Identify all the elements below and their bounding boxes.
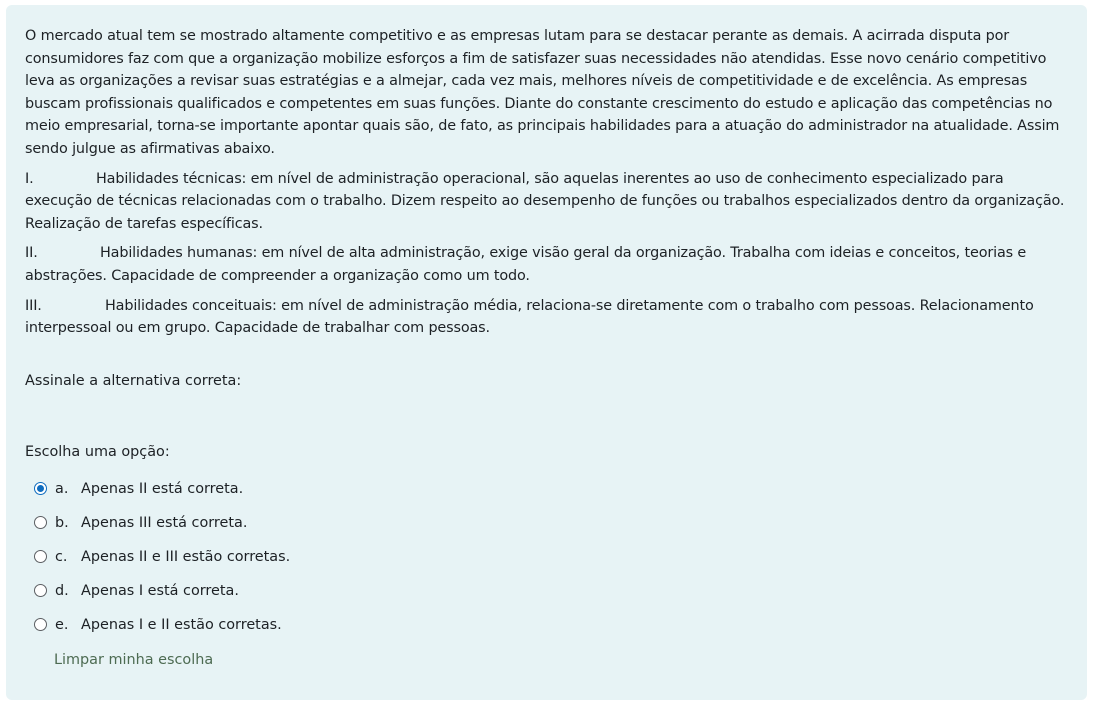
answer-option-c[interactable] bbox=[25, 540, 1069, 574]
answer-letter: a. bbox=[55, 480, 69, 497]
answer-option-b[interactable] bbox=[25, 506, 1069, 540]
answer-letter: b. bbox=[55, 514, 69, 531]
radio-button[interactable] bbox=[34, 584, 47, 597]
statement-item bbox=[25, 295, 1069, 340]
choose-option-label: Escolha uma opção: bbox=[25, 443, 170, 460]
answer-letter: c. bbox=[55, 548, 68, 565]
statement-item bbox=[25, 168, 1069, 236]
radio-button[interactable] bbox=[34, 482, 47, 495]
answer-letter: e. bbox=[55, 616, 69, 633]
answer-text: Apenas II está correta. bbox=[81, 480, 244, 497]
answer-option-d[interactable] bbox=[25, 574, 1069, 608]
answer-text: Apenas I e II estão corretas. bbox=[81, 616, 282, 633]
answer-list bbox=[25, 472, 1069, 642]
answer-option-a[interactable] bbox=[25, 472, 1069, 506]
statement-numeral: II. bbox=[25, 245, 38, 262]
question-text bbox=[25, 25, 1069, 340]
answer-letter: d. bbox=[55, 582, 69, 599]
statement-item bbox=[25, 242, 1069, 287]
radio-button[interactable] bbox=[34, 516, 47, 529]
radio-button[interactable] bbox=[34, 550, 47, 563]
question-prompt: Assinale a alternativa correta: bbox=[25, 372, 242, 389]
statement-numeral: I. bbox=[25, 170, 34, 187]
statement-text: Habilidades técnicas: em nível de administração operacional, são aquelas inerentes ao uso de conhecimento especializado para execução de técnicas relacionadas com o trabalho. Dizem respeito ao desempenho de funções ou trabalhos especializados dentro da organização. Realização de tarefas específicas. bbox=[25, 170, 1065, 232]
answer-text: Apenas III está correta. bbox=[81, 514, 248, 531]
statement-text: Habilidades humanas: em nível de alta administração, exige visão geral da organização. Trabalha com ideias e conceitos, teorias e abstrações. Capacidade de compreender a organização como um todo. bbox=[25, 245, 1027, 284]
answer-option-e[interactable] bbox=[25, 608, 1069, 642]
question-panel bbox=[6, 5, 1087, 700]
statement-text: Habilidades conceituais: em nível de administração média, relaciona-se diretamente com o trabalho com pessoas. Relacionamento interpessoal ou em grupo. Capacidade de trabalhar com pessoas. bbox=[25, 297, 1034, 337]
answer-text: Apenas I está correta. bbox=[81, 582, 239, 599]
answer-text: Apenas II e III estão corretas. bbox=[81, 548, 291, 565]
statement-numeral: III. bbox=[25, 297, 42, 314]
clear-choice-link[interactable]: Limpar minha escolha bbox=[54, 651, 214, 668]
question-intro: O mercado atual tem se mostrado altamente competitivo e as empresas lutam para se destacar perante as demais. A acirrada disputa por consumidores faz com que a organização mobilize esforços a fim de satisfazer suas necessidades não atendidas. Esse novo cenário competitivo leva as organizações a revisar suas estratégias e a almejar, cada vez mais, melhores níveis de competitividade e de excelência. As empresas buscam profissionais qualificados e competentes em suas funções. Diante do constante crescimento do estudo e aplicação das competências no meio empresarial, torna-se importante apontar quais são, de fato, as principais habilidades para a atuação do administrador na atualidade. Assim sendo julgue as afirmativas abaixo. bbox=[25, 28, 1060, 157]
radio-button[interactable] bbox=[34, 618, 47, 631]
